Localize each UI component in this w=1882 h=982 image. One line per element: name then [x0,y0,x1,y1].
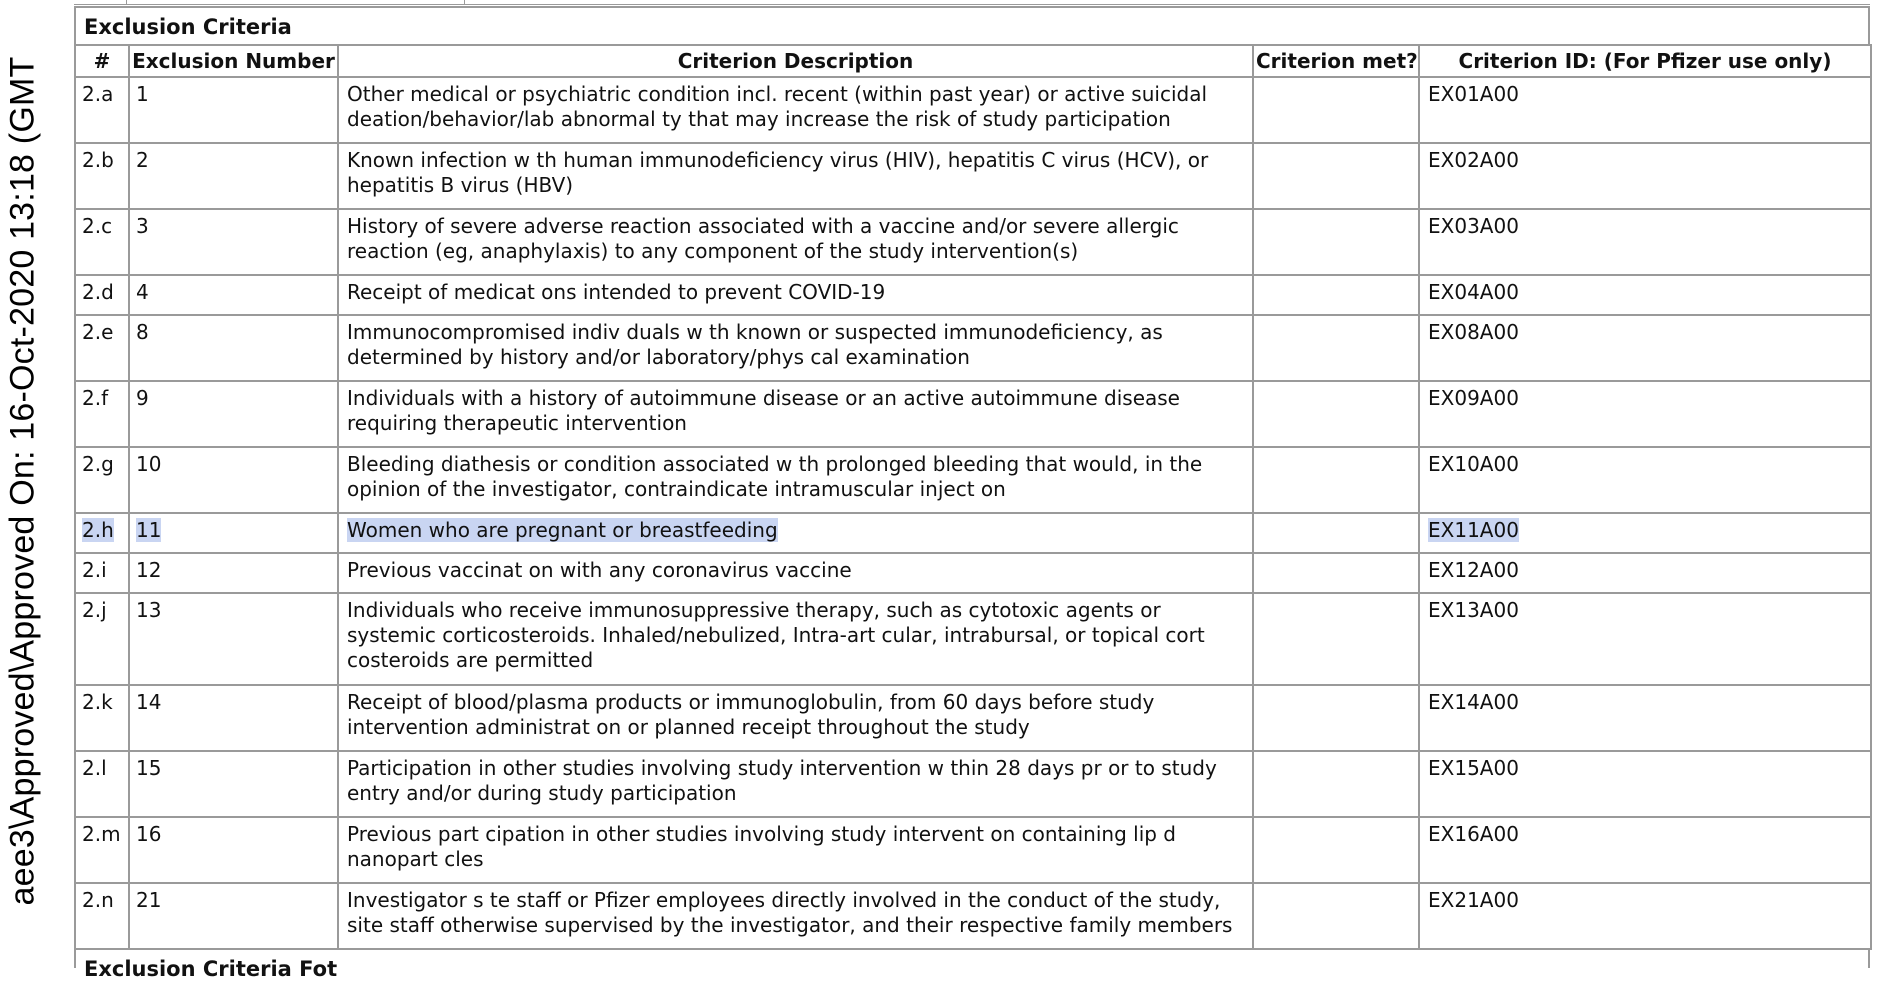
approval-watermark: aee3\Approved\Approved On: 16-Oct-2020 13:18 (GMT [3,56,42,906]
row-number-cell [75,275,129,315]
criterion-description-cell [338,593,1253,685]
criterion-met-cell [1253,209,1419,275]
criterion-description-cell [338,143,1253,209]
row-number-cell-text: 2.b [82,148,114,172]
exclusion-criteria-table [74,44,1872,950]
exclusion-number-cell-text: 16 [136,822,162,846]
criterion-id-cell-text: EX10A00 [1428,452,1519,476]
row-number-cell [75,751,129,817]
table-row [75,593,1871,685]
criterion-description-cell-text: Receipt of blood/plasma products or immunoglobulin, from 60 days before study intervention administrat on or planned receipt throughout the study [347,690,1155,739]
criterion-met-cell [1253,381,1419,447]
criterion-id-cell-text: EX03A00 [1428,214,1519,238]
row-number-cell-text: 2.i [82,558,107,582]
criterion-description-cell-text: Bleeding diathesis or condition associated w th prolonged bleeding that would, in the opinion of the investigator, contraindicate intramuscular inject on [347,452,1203,501]
exclusion-number-cell-text: 13 [136,598,162,622]
row-number-cell [75,77,129,143]
row-number-cell-text: 2.k [82,690,113,714]
row-number-cell-text: 2.c [82,214,113,238]
criterion-met-cell [1253,883,1419,949]
row-number-cell [75,447,129,513]
criterion-description-cell-text: Participation in other studies involving study intervention w thin 28 days pr or to study entry and/or during study participation [347,756,1217,805]
exclusion-number-cell [129,751,338,817]
exclusion-number-cell [129,143,338,209]
next-section-title [74,948,1870,981]
next-section-title-text: Exclusion Criteria Fot [84,957,338,981]
criterion-met-cell [1253,275,1419,315]
row-number-cell [75,593,129,685]
row-number-cell-text: 2.m [82,822,121,846]
criterion-description-cell-text: Other medical or psychiatric condition incl. recent (within past year) or active suicidal deation/behavior/lab abnormal ty that may increase the risk of study participation [347,82,1208,131]
column-header-criterion-id: Criterion ID: (For Pfizer use only) [1419,45,1871,77]
row-number-cell [75,817,129,883]
criterion-description-cell [338,315,1253,381]
criterion-description-cell-text: Investigator s te staff or Pfizer employees directly involved in the conduct of the study, site staff otherwise supervised by the investigator, and their respective family members [347,888,1233,937]
criterion-id-cell [1419,685,1871,751]
row-number-cell-text: 2.a [82,82,114,106]
exclusion-number-cell-text: 10 [136,452,162,476]
table-row [75,817,1871,883]
criterion-description-cell [338,513,1253,553]
criterion-met-cell [1253,315,1419,381]
criterion-met-cell [1253,77,1419,143]
criterion-id-cell [1419,593,1871,685]
criterion-id-cell [1419,817,1871,883]
row-number-cell [75,381,129,447]
row-number-cell-text: 2.n [82,888,114,912]
row-number-cell [75,685,129,751]
row-number-cell-text: 2.l [82,756,107,780]
column-header-criterion-met: Criterion met? [1253,45,1419,77]
exclusion-number-cell [129,685,338,751]
criterion-description-cell-text: Receipt of medicat ons intended to prevent COVID-19 [347,280,886,304]
exclusion-number-cell [129,275,338,315]
table-row [75,513,1871,553]
exclusion-number-cell [129,209,338,275]
section-title: Exclusion Criteria [74,6,1870,44]
criterion-description-cell [338,77,1253,143]
criterion-met-cell [1253,685,1419,751]
criterion-description-cell-text: History of severe adverse reaction associated with a vaccine and/or severe allergic reaction (eg, anaphylaxis) to any component of the study intervention(s) [347,214,1179,263]
criterion-description-cell-text: Previous vaccinat on with any coronavirus vaccine [347,558,852,582]
row-number-cell [75,209,129,275]
criterion-id-cell [1419,447,1871,513]
table-header-row [75,45,1871,77]
criterion-id-cell-text: EX08A00 [1428,320,1519,344]
table-row [75,209,1871,275]
criterion-id-cell-text: EX11A00 [1428,518,1519,542]
criterion-met-cell [1253,447,1419,513]
criterion-description-cell-text: Immunocompromised indiv duals w th known or suspected immunodeficiency, as determined by history and/or laboratory/phys cal examination [347,320,1163,369]
row-number-cell-text: 2.f [82,386,109,410]
table-row [75,315,1871,381]
row-number-cell [75,553,129,593]
exclusion-number-cell-text: 1 [136,82,149,106]
exclusion-number-cell-text: 3 [136,214,149,238]
criterion-id-cell [1419,275,1871,315]
table-row [75,685,1871,751]
criterion-description-cell [338,381,1253,447]
column-header-exclusion-number: Exclusion Number [129,45,338,77]
exclusion-number-cell-text: 11 [136,518,162,542]
column-header-number: # [75,45,129,77]
criterion-description-cell-text: Individuals with a history of autoimmune disease or an active autoimmune disease requiring therapeutic intervention [347,386,1180,435]
exclusion-number-cell-text: 21 [136,888,162,912]
criterion-description-cell [338,275,1253,315]
exclusion-number-cell-text: 4 [136,280,149,304]
exclusion-number-cell [129,553,338,593]
criterion-description-cell-text: Previous part cipation in other studies involving study intervent on containing lip d nanopart cles [347,822,1177,871]
exclusion-number-cell-text: 8 [136,320,149,344]
exclusion-number-cell [129,883,338,949]
exclusion-number-cell-text: 2 [136,148,149,172]
criterion-id-cell [1419,143,1871,209]
exclusion-number-cell [129,77,338,143]
row-number-cell [75,315,129,381]
row-number-cell [75,143,129,209]
criterion-id-cell [1419,751,1871,817]
exclusion-number-cell [129,817,338,883]
criterion-description-cell [338,685,1253,751]
row-number-cell-text: 2.e [82,320,114,344]
row-number-cell-text: 2.d [82,280,114,304]
table-row [75,77,1871,143]
criterion-id-cell [1419,209,1871,275]
exclusion-number-cell-text: 14 [136,690,162,714]
criterion-description-cell-text: Women who are pregnant or breastfeeding [347,518,778,542]
row-number-cell-text: 2.h [82,518,114,542]
criterion-id-cell-text: EX14A00 [1428,690,1519,714]
criterion-id-cell-text: EX02A00 [1428,148,1519,172]
criterion-id-cell-text: EX12A00 [1428,558,1519,582]
table-row [75,275,1871,315]
criterion-description-cell [338,553,1253,593]
exclusion-number-cell-text: 12 [136,558,162,582]
exclusion-number-cell [129,315,338,381]
table-row [75,143,1871,209]
row-number-cell [75,513,129,553]
criterion-description-cell [338,751,1253,817]
criterion-id-cell [1419,77,1871,143]
column-header-criterion-description: Criterion Description [338,45,1253,77]
approval-watermark-strip [0,0,46,962]
criterion-description-cell [338,209,1253,275]
table-row [75,751,1871,817]
table-row [75,553,1871,593]
criterion-met-cell [1253,143,1419,209]
criterion-id-cell-text: EX04A00 [1428,280,1519,304]
document-page [74,0,1870,981]
row-number-cell [75,883,129,949]
criterion-id-cell-text: EX16A00 [1428,822,1519,846]
criterion-id-cell [1419,513,1871,553]
criterion-description-cell [338,817,1253,883]
criterion-id-cell-text: EX13A00 [1428,598,1519,622]
exclusion-number-cell [129,381,338,447]
row-number-cell-text: 2.g [82,452,114,476]
exclusion-number-cell [129,513,338,553]
criterion-id-cell-text: EX15A00 [1428,756,1519,780]
criterion-met-cell [1253,513,1419,553]
criterion-description-cell [338,883,1253,949]
criterion-id-cell [1419,381,1871,447]
exclusion-number-cell [129,593,338,685]
criterion-met-cell [1253,593,1419,685]
criterion-id-cell [1419,553,1871,593]
exclusion-number-cell-text: 9 [136,386,149,410]
previous-table-edge [74,0,1870,5]
criterion-id-cell [1419,883,1871,949]
criterion-id-cell-text: EX09A00 [1428,386,1519,410]
criterion-met-cell [1253,553,1419,593]
exclusion-number-cell-text: 15 [136,756,162,780]
exclusion-number-cell [129,447,338,513]
table-row [75,447,1871,513]
row-number-cell-text: 2.j [82,598,107,622]
criterion-id-cell-text: EX01A00 [1428,82,1519,106]
criterion-description-cell [338,447,1253,513]
criterion-met-cell [1253,817,1419,883]
criterion-id-cell-text: EX21A00 [1428,888,1519,912]
criterion-description-cell-text: Known infection w th human immunodeficiency virus (HIV), hepatitis C virus (HCV), or hepatitis B virus (HBV) [347,148,1209,197]
criterion-id-cell [1419,315,1871,381]
criterion-description-cell-text: Individuals who receive immunosuppressive therapy, such as cytotoxic agents or systemic corticosteroids. Inhaled/nebulized, Intra-art cular, intrabursal, or topical cort costeroids are permitted [347,598,1205,672]
criterion-met-cell [1253,751,1419,817]
table-row [75,883,1871,949]
table-row [75,381,1871,447]
